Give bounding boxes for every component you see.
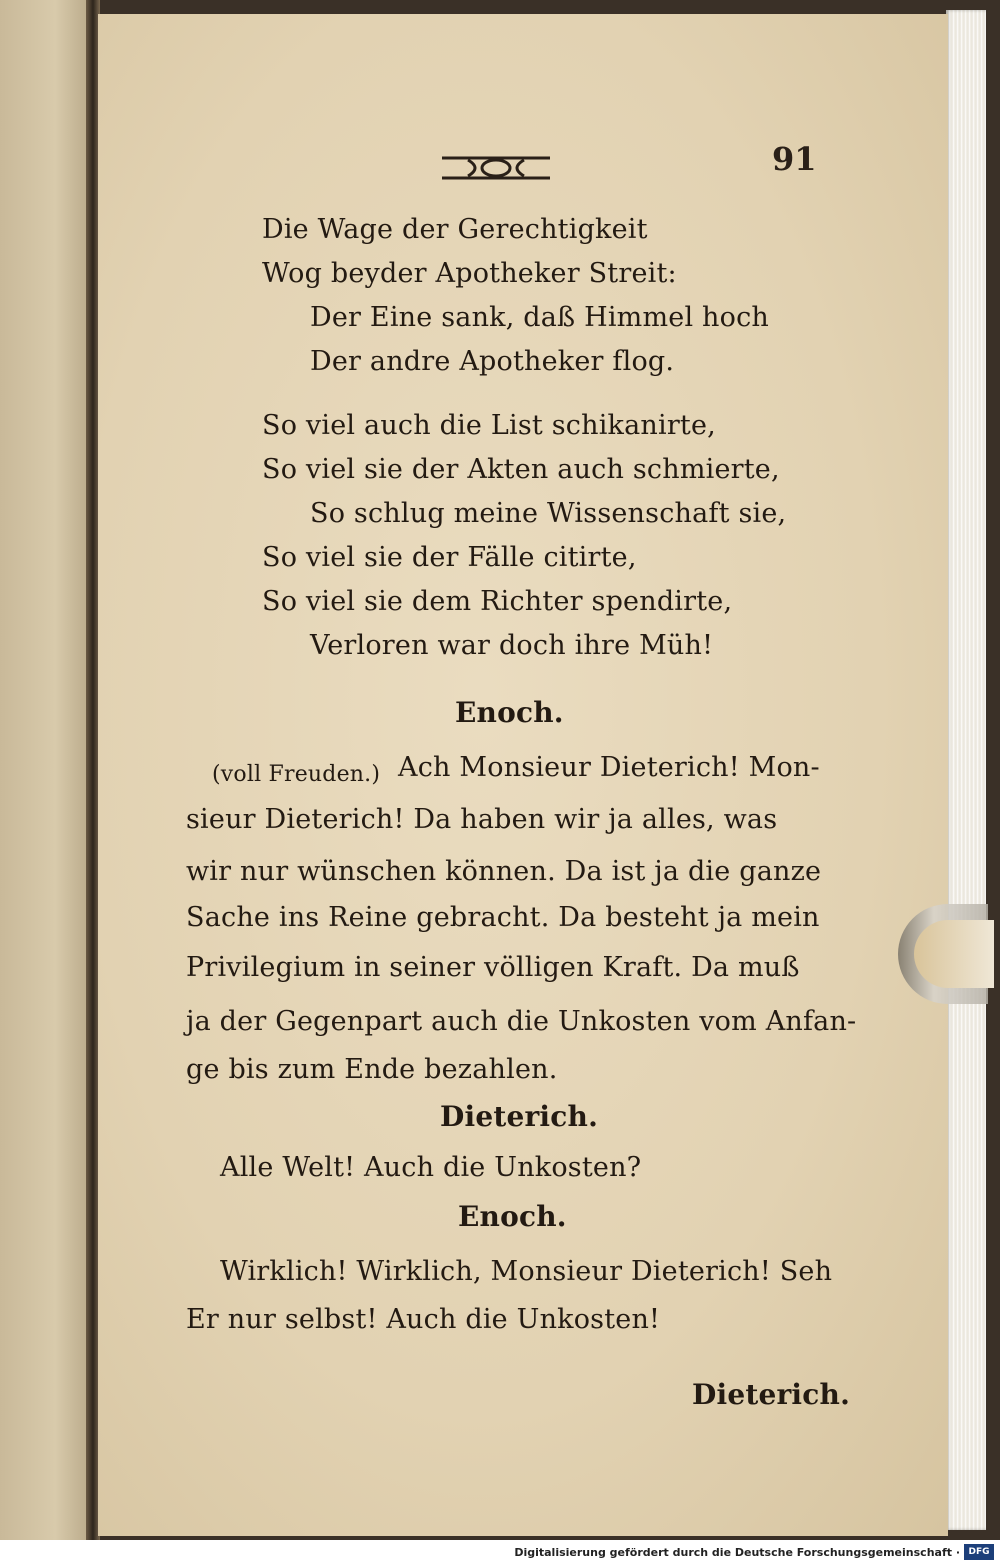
speech1-line-1: Ach Monsieur Dieterich! Mon-: [398, 752, 820, 783]
speech3-line-1: Wirklich! Wirklich, Monsieur Dieterich! Seh: [220, 1256, 833, 1287]
bookmark-clip-inner: [914, 920, 994, 988]
speaker-enoch-1: Enoch.: [455, 696, 564, 729]
verse2-line-6: Verloren war doch ihre Müh!: [310, 630, 714, 661]
stage-direction: (voll Freuden.): [212, 762, 381, 787]
verse1-line-4: Der andre Apotheker flog.: [310, 346, 675, 377]
footer-bar: [0, 1540, 1000, 1566]
verse2-line-1: So viel auch die List schikanirte,: [262, 410, 716, 441]
speech1-line-7: ge bis zum Ende bezahlen.: [186, 1054, 558, 1085]
footer-credit: Digitalisierung gefördert durch die Deutsche Forschungsgemeinschaft ·: [514, 1546, 960, 1559]
verse1-line-1: Die Wage der Gerechtigkeit: [262, 214, 648, 245]
speech1-line-5: Privilegium in seiner völligen Kraft. Da muß: [186, 952, 800, 983]
speech1-line-4: Sache ins Reine gebracht. Da besteht ja mein: [186, 902, 820, 933]
speech1-line-2: sieur Dieterich! Da haben wir ja alles, was: [186, 804, 778, 835]
verse2-line-5: So viel sie dem Richter spendirte,: [262, 586, 733, 617]
speech3-line-2: Er nur selbst! Auch die Unkosten!: [186, 1304, 661, 1335]
verse2-line-4: So viel sie der Fälle citirte,: [262, 542, 637, 573]
ornament-icon: [438, 148, 554, 188]
dfg-logo-icon: DFG: [964, 1544, 994, 1560]
left-page-edge: [0, 0, 92, 1540]
speaker-dieterich: Dieterich.: [440, 1100, 599, 1133]
verse1-line-3: Der Eine sank, daß Himmel hoch: [310, 302, 770, 333]
verse1-line-2: Wog beyder Apotheker Streit:: [262, 258, 677, 289]
speech1-line-6: ja der Gegenpart auch die Unkosten vom Anfan-: [186, 1006, 857, 1037]
speech2-line: Alle Welt! Auch die Unkosten?: [220, 1152, 642, 1183]
page-stack-edge: [946, 10, 986, 1530]
verse2-line-3: So schlug meine Wissenschaft sie,: [310, 498, 787, 529]
verse2-line-2: So viel sie der Akten auch schmierte,: [262, 454, 780, 485]
speaker-enoch-2: Enoch.: [458, 1200, 567, 1233]
speech1-line-3: wir nur wünschen können. Da ist ja die ganze: [186, 856, 822, 887]
catchword: Dieterich.: [692, 1378, 851, 1411]
page-number: 91: [772, 140, 817, 178]
